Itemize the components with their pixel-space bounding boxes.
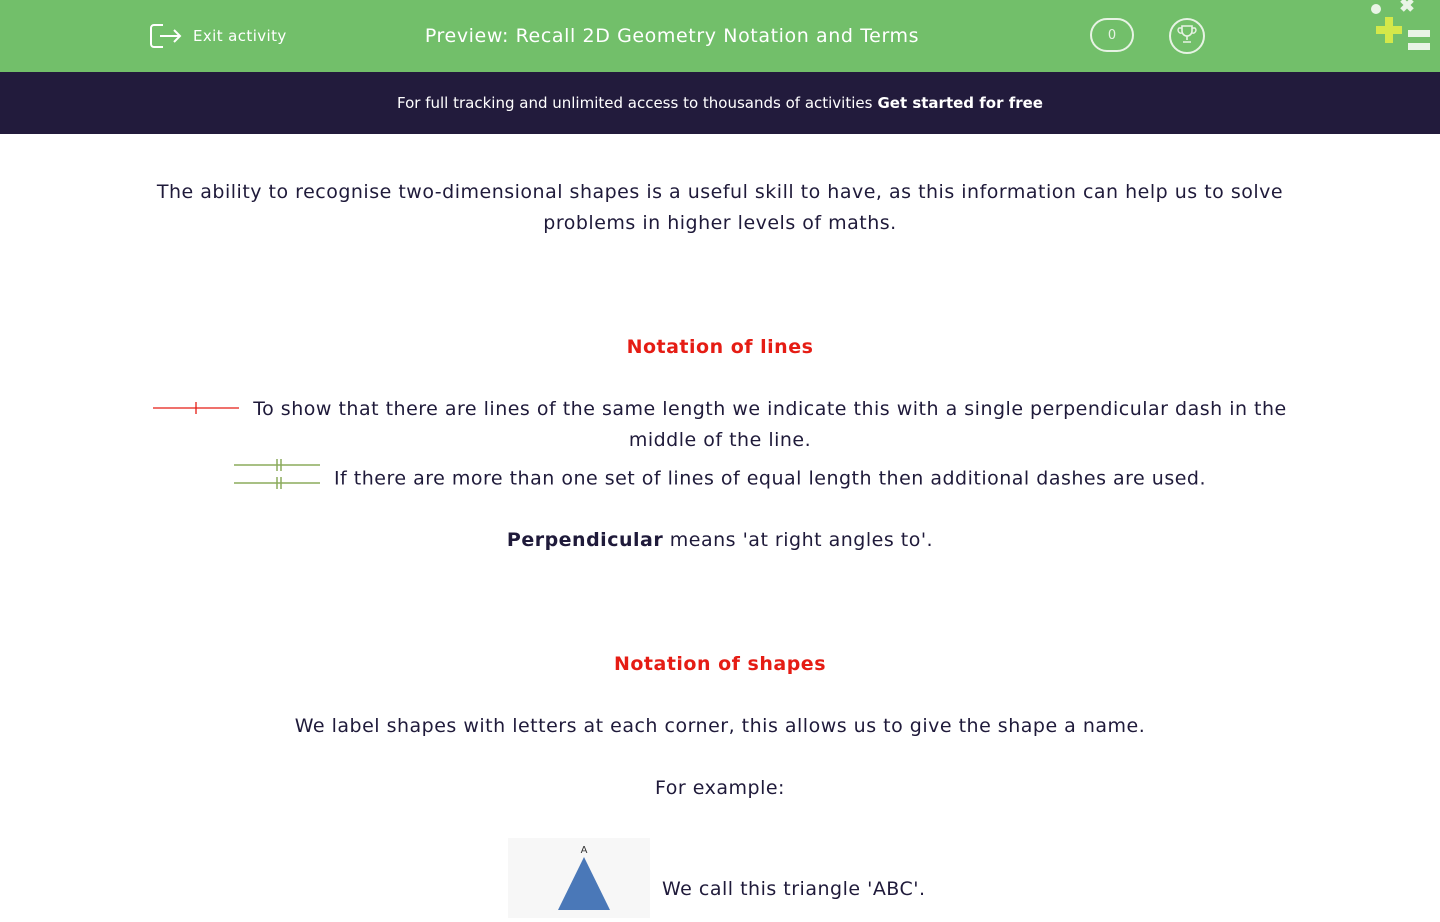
exit-activity-button[interactable] [149,20,287,52]
single-dash-row [150,394,1290,456]
triangle-diagram [508,838,650,918]
banner-text: For full tracking and unlimited access to thousands of activities [397,94,873,112]
brand-logo [1366,0,1440,56]
example-label: For example: [655,777,785,799]
single-dash-text: To show that there are lines of the same length we indicate this with a single perpendicular dash in the middle of the line. [253,398,1287,451]
shapes-paragraph: We label shapes with letters at each corner, this allows us to give the shape a name. [294,715,1146,737]
page-title: Preview: Recall 2D Geometry Notation and Terms [424,25,920,47]
trophy-icon [1176,23,1198,49]
top-bar [0,0,1440,72]
trophy-button[interactable] [1169,18,1205,54]
perpendicular-term: Perpendicular [506,529,664,551]
intro-paragraph: The ability to recognise two-dimensional shapes is a useful skill to have, as this information can help us to solve problems in higher levels of maths. [156,181,1284,234]
shapes-heading: Notation of shapes [613,653,827,675]
exit-activity-label: Exit activity [193,27,287,45]
double-dash-lines-icon [234,458,322,500]
exit-icon [149,22,183,50]
triangle-vertex-label: A [580,845,588,856]
double-dash-text: If there are more than one set of lines of equal length then additional dashes are used. [333,467,1207,490]
score-counter: 0 [1090,18,1134,52]
double-dash-row [150,458,1290,500]
lines-heading: Notation of lines [626,336,814,358]
perpendicular-definition [150,525,1290,556]
get-started-link[interactable]: Get started for free [877,94,1043,112]
triangle-caption: We call this triangle 'ABC'. [662,878,926,900]
signup-banner [0,72,1440,134]
perpendicular-meaning: means 'at right angles to'. [669,529,934,551]
single-dash-line-icon [153,394,241,425]
